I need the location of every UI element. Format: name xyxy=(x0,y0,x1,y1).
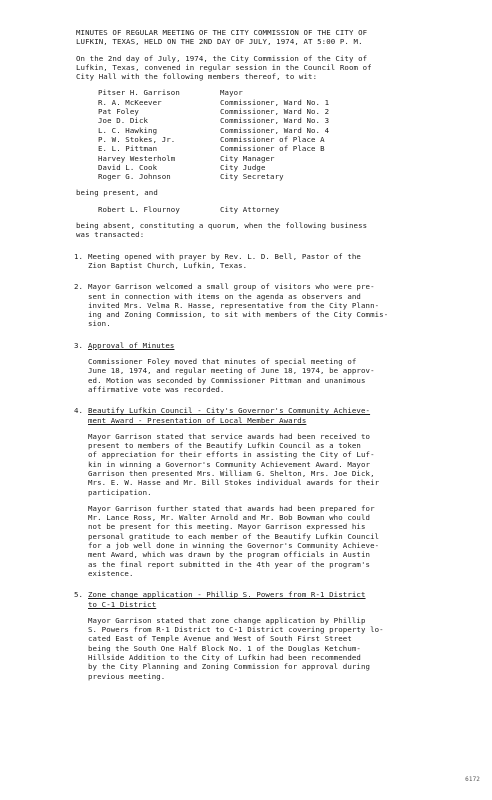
attorney-name: Robert L. Flournoy xyxy=(98,204,180,214)
item-line: sent in connection with items on the agenda as observers and xyxy=(88,291,361,301)
intro-line: City Hall with the following members thereof, to wit: xyxy=(76,72,318,82)
item-line: existence. xyxy=(88,568,134,578)
absent-line: was transacted: xyxy=(76,230,145,240)
item-title-line: Beautify Lufkin Council - City's Governor's Community Achieve- xyxy=(88,406,371,416)
roster-row xyxy=(98,135,458,144)
member-title: Commissioner, Ward No. 1 xyxy=(220,97,330,107)
attorney-title: City Attorney xyxy=(220,204,280,214)
item-number: 2. xyxy=(74,282,84,292)
roster-row xyxy=(98,126,458,135)
intro-line: On the 2nd day of July, 1974, the City Commission of the City of xyxy=(76,53,368,63)
member-name: Pat Foley xyxy=(98,107,139,117)
item-title xyxy=(88,406,458,425)
agenda-item xyxy=(76,252,458,271)
item-title xyxy=(88,341,458,350)
item-line: Mayor Garrison further stated that awards had been prepared for xyxy=(88,503,375,513)
roster-row xyxy=(98,88,458,97)
absent-paragraph xyxy=(76,221,458,240)
item-line: Mayor Garrison stated that zone change application by Phillip xyxy=(88,615,366,625)
member-title: Mayor xyxy=(220,88,243,98)
item-body xyxy=(88,590,458,681)
member-name: Roger G. Johnson xyxy=(98,172,171,182)
member-name: Pitser H. Garrison xyxy=(98,88,180,98)
item-number: 5. xyxy=(74,590,84,600)
item-line: Zion Baptist Church, Lufkin, Texas. xyxy=(88,260,248,270)
roster-row xyxy=(98,98,458,107)
member-name: L. C. Hawking xyxy=(98,125,158,135)
item-body xyxy=(88,282,458,328)
item-line: ed. Motion was seconded by Commissioner Pittman and unanimous xyxy=(88,375,366,385)
item-number: 1. xyxy=(74,251,84,261)
item-line: Hillside Addition to the City of Lufkin had been recommended xyxy=(88,653,361,663)
item-line: affirmative vote was recorded. xyxy=(88,384,225,394)
item-paragraph xyxy=(88,432,458,497)
item-line: invited Mrs. Velma R. Hasse, representative from the City Plann- xyxy=(88,300,380,310)
member-title: Commissioner of Place A xyxy=(220,134,325,144)
member-name: P. W. Stokes, Jr. xyxy=(98,134,176,144)
item-line: Mayor Garrison stated that service awards had been received to xyxy=(88,431,371,441)
roster-row xyxy=(98,116,458,125)
item-title xyxy=(88,590,458,609)
item-line: by the City Planning and Zoning Commission for approval during xyxy=(88,662,371,672)
roster-row xyxy=(98,107,458,116)
member-title: Commissioner of Place B xyxy=(220,144,325,154)
roster-row xyxy=(98,163,458,172)
agenda-items xyxy=(76,252,458,693)
item-line: of appreciation for their efforts in assisting the City of Luf- xyxy=(88,450,375,460)
item-paragraph xyxy=(88,252,458,271)
agenda-item xyxy=(76,282,458,328)
item-line: Mayor Garrison welcomed a small group of visitors who were pre- xyxy=(88,282,375,292)
member-name: Harvey Westerholm xyxy=(98,153,176,163)
document-heading xyxy=(76,28,458,47)
item-number: 4. xyxy=(74,406,84,416)
item-line: ment Award, which was drawn by the program officials in Austin xyxy=(88,550,371,560)
roster-row xyxy=(98,172,458,181)
item-paragraph xyxy=(88,357,458,394)
member-name: E. L. Pittman xyxy=(98,144,158,154)
members-roster xyxy=(98,88,458,181)
member-title: Commissioner, Ward No. 3 xyxy=(220,116,330,126)
roster-row xyxy=(98,154,458,163)
item-line: Commissioner Foley moved that minutes of special meeting of xyxy=(88,357,357,367)
heading-line: LUFKIN, TEXAS, HELD ON THE 2ND DAY OF JULY, 1974, AT 5:00 P. M. xyxy=(76,37,363,47)
item-line: Meeting opened with prayer by Rev. L. D. Bell, Pastor of the xyxy=(88,251,361,261)
roster-row xyxy=(98,144,458,153)
member-title: City Secretary xyxy=(220,172,284,182)
item-body xyxy=(88,406,458,578)
item-body xyxy=(88,341,458,394)
heading-line: MINUTES OF REGULAR MEETING OF THE CITY COMMISSION OF THE CITY OF xyxy=(76,28,368,37)
item-line: cated East of Temple Avenue and West of South First Street xyxy=(88,634,352,644)
item-line: not be present for this meeting. Mayor Garrison expressed his xyxy=(88,522,366,532)
item-paragraph xyxy=(88,282,458,328)
present-text: being present, and xyxy=(76,188,158,198)
item-number: 3. xyxy=(74,340,84,350)
page-stamp: 6172 xyxy=(465,775,480,783)
member-title: City Judge xyxy=(220,162,266,172)
item-line: kin in winning a Governor's Community Achievement Award. Mayor xyxy=(88,459,371,469)
attorney-row xyxy=(98,205,458,214)
member-name: Joe D. Dick xyxy=(98,116,149,126)
item-line: sion. xyxy=(88,319,111,329)
item-line: being the South One Half Block No. 1 of the Douglas Ketchum- xyxy=(88,643,361,653)
item-paragraph xyxy=(88,504,458,578)
item-line: as the final report submitted in the 4th year of the program's xyxy=(88,559,371,569)
member-name: David L. Cook xyxy=(98,162,158,172)
item-line: previous meeting. xyxy=(88,671,166,681)
agenda-item xyxy=(76,406,458,578)
item-body xyxy=(88,252,458,271)
agenda-item xyxy=(76,590,458,681)
item-title-line: Zone change application - Phillip S. Powers from R-1 District xyxy=(88,590,366,600)
item-title-line: ment Award - Presentation of Local Member Awards xyxy=(88,415,307,425)
absent-line: being absent, constituting a quorum, when the following business xyxy=(76,221,368,231)
item-line: ing and Zoning Commission, to sit with members of the City Commis- xyxy=(88,310,389,320)
item-line: personal gratitude to each member of the Beautify Lufkin Council xyxy=(88,531,380,541)
item-line: Mrs. E. W. Hasse and Mr. Bill Stokes individual awards for their xyxy=(88,478,380,488)
member-name: R. A. McKeever xyxy=(98,97,162,107)
member-title: Commissioner, Ward No. 4 xyxy=(220,125,330,135)
intro-paragraph xyxy=(76,54,458,82)
item-line: for a job well done in winning the Governor's Community Achieve- xyxy=(88,541,380,551)
item-line: Garrison then presented Mrs. William G. Shelton, Mrs. Joe Dick, xyxy=(88,468,375,478)
item-line: Mr. Lance Ross, Mr. Walter Arnold and Mr. Bob Bowman who could xyxy=(88,513,371,523)
member-title: Commissioner, Ward No. 2 xyxy=(220,107,330,117)
item-line: participation. xyxy=(88,487,152,497)
agenda-item xyxy=(76,341,458,394)
item-title-line: Approval of Minutes xyxy=(88,340,175,350)
item-title-line: to C-1 District xyxy=(88,599,157,609)
item-line: present to members of the Beautify Lufkin Council as a token xyxy=(88,441,361,451)
item-line: S. Powers from R-1 District to C-1 District covering property lo- xyxy=(88,625,384,635)
intro-line: Lufkin, Texas, convened in regular session in the Council Room of xyxy=(76,62,372,72)
item-line: June 18, 1974, and regular meeting of June 18, 1974, be approv- xyxy=(88,366,375,376)
item-paragraph xyxy=(88,616,458,681)
member-title: City Manager xyxy=(220,153,275,163)
